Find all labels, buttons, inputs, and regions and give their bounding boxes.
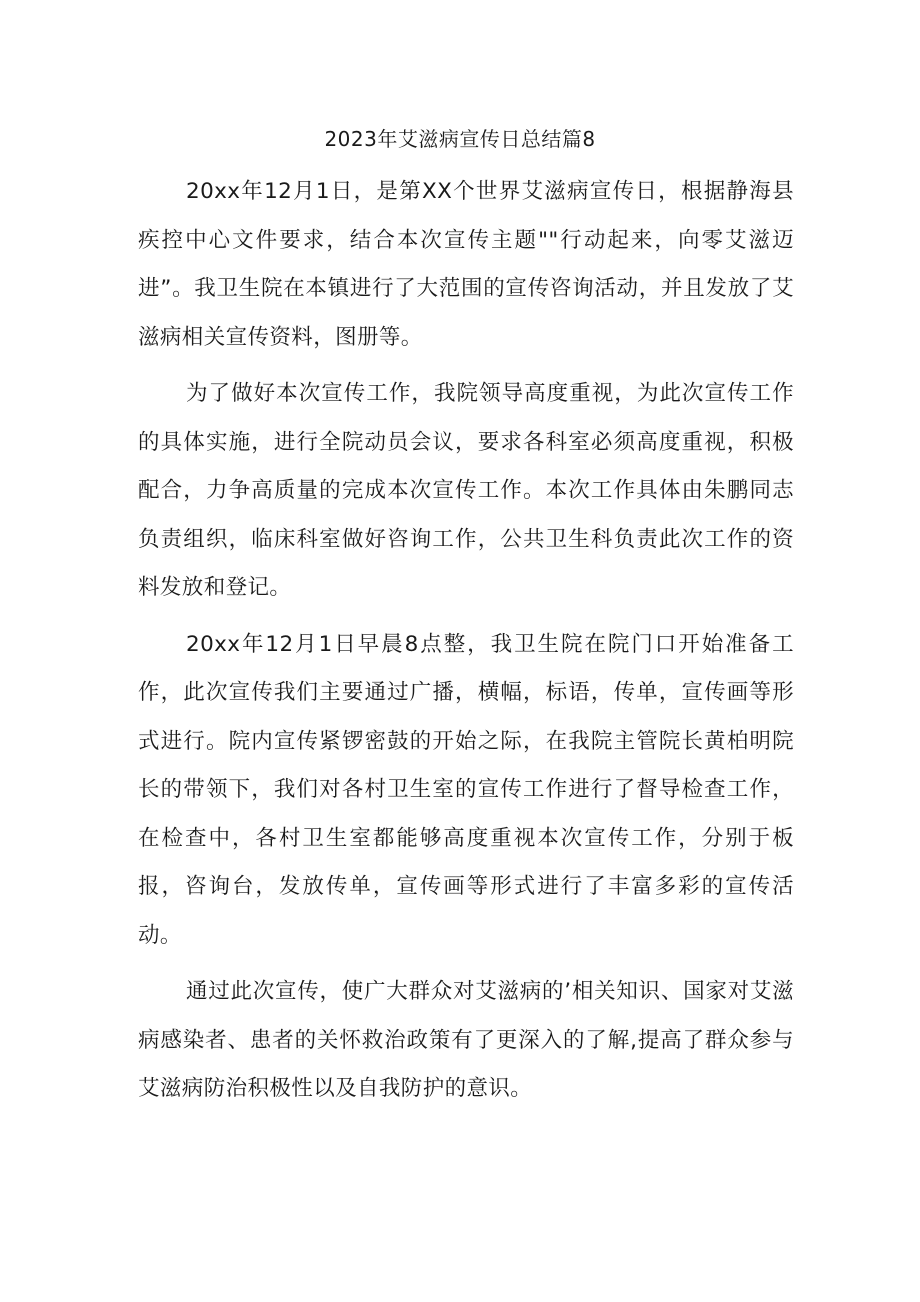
paragraph-3: 20xx年12月1日早晨8点整，我卫生院在院门口开始准备工作，此次宣传我们主要通过广播，横幅，标语，传单，宣传画等形式进行。院内宣传紧锣密鼓的开始之际，在我院主管院长黄柏明院长的带领下，我们对各村卫生室的宣传工作进行了督导检查工作，在检查中，各村卫生室都能够高度重视本次宣传工作，分别于板报，咨询台，发放传单，宣传画等形式进行了丰富多彩的宣传活动。: [138, 631, 794, 948]
paragraph-2: 为了做好本次宣传工作，我院领导高度重视，为此次宣传工作的具体实施，进行全院动员会议，要求各科室必须高度重视，积极配合，力争高质量的完成本次宣传工作。本次工作具体由朱鹏同志负责组织，临床科室做好咨询工作，公共卫生科负责此次工作的资料发放和登记。: [138, 381, 794, 600]
document-body: [138, 168, 794, 1122]
document-title: 2023年艾滋病宣传日总结篇8: [324, 127, 596, 151]
paragraph-1: 20xx年12月1日，是第XX个世界艾滋病宣传日，根据静海县疾控中心文件要求，结合本次宣传主题""行动起来，向零艾滋迈进”。我卫生院在本镇进行了大范围的宣传咨询活动，并且发放了艾滋病相关宣传资料，图册等。: [138, 179, 794, 350]
paragraph-4: 通过此次宣传，使广大群众对艾滋病的’相关知识、国家对艾滋病感染者、患者的关怀救治政策有了更深入的了解,提高了群众参与艾滋病防治积极性以及自我防护的意识。: [138, 979, 794, 1101]
